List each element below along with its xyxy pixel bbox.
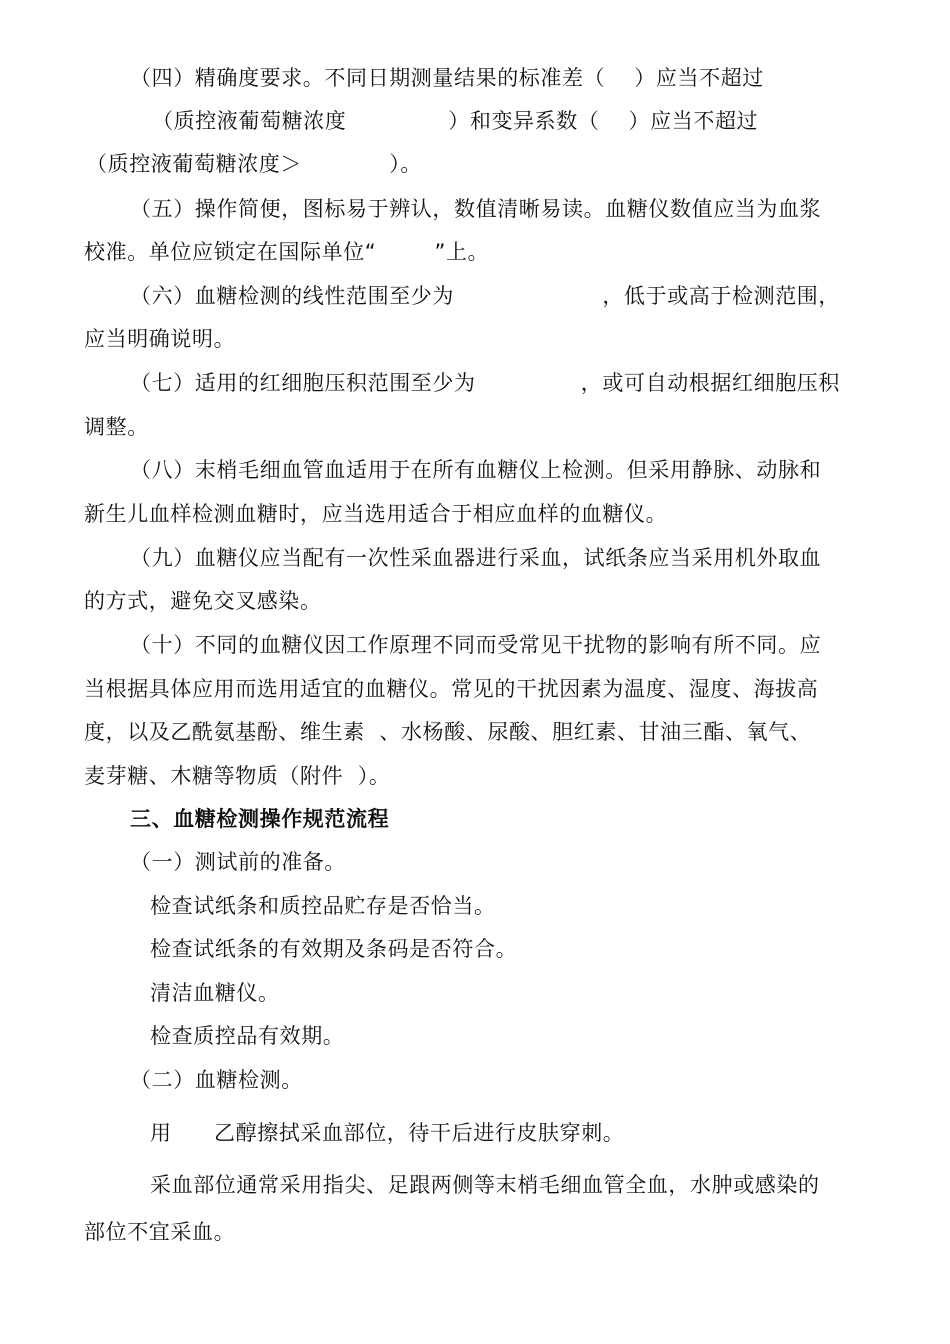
text-line: 清洁血糖仪。 [150,981,280,1005]
text-line: 检查试纸条和质控品贮存是否恰当。 [150,894,496,918]
text-fragment: （七）适用的红细胞压积范围至少为 [130,371,476,395]
text-line: 采血部位通常采用指尖、足跟两侧等末梢毛细血管全血，水肿或感染的 [150,1173,820,1197]
text-line: 用 [150,1121,172,1145]
text-line: （十）不同的血糖仪因工作原理不同而受常见干扰物的影响有所不同。应 [130,633,822,657]
text-line: （五）操作简便，图标易于辨认，数值清晰易读。血糖仪数值应当为血浆 [130,197,822,221]
subsection-heading: （二）血糖检测。 [130,1068,303,1092]
text-line: 的方式，避免交叉感染。 [84,589,322,613]
text-line: （四）精确度要求。不同日期测量结果的标准差（ ）应当不超过 [130,66,764,90]
text-line: 新生儿血样检测血糖时，应当选用适合于相应血样的血糖仪。 [84,502,668,526]
text-line [130,283,840,309]
text-line: （质控液葡萄糖浓度 ）和变异系数（ ）应当不超过 [152,109,759,133]
text-line: （质控液葡萄糖浓度＞ ）。 [86,152,423,176]
text-line: 检查试纸条的有效期及条码是否符合。 [150,937,518,961]
text-line: 乙醇擦拭采血部位，待干后进行皮肤穿刺。 [214,1121,625,1145]
text-fragment: ，低于或高于检测范围， [602,284,840,308]
section-heading: 三、血糖检测操作规范流程 [130,807,390,831]
text-line: 校准。单位应锁定在国际单位“ ”上。 [84,240,490,264]
text-fragment: ，或可自动根据红细胞压积 [580,371,840,395]
text-line [130,370,840,396]
text-line: 部位不宜采血。 [84,1220,236,1244]
subsection-heading: （一）测试前的准备。 [130,850,346,874]
text-fragment: （六）血糖检测的线性范围至少为 [130,284,454,308]
text-line: 麦芽糖、木糖等物质（附件 ）。 [84,764,391,788]
text-line: 度，以及乙酰氨基酚、维生素 、水杨酸、尿酸、胆红素、甘油三酯、氧气、 [84,720,812,744]
text-line: 当根据具体应用而选用适宜的血糖仪。常见的干扰因素为温度、湿度、海拔高 [84,677,819,701]
text-line: 调整。 [84,415,149,439]
text-line: （九）血糖仪应当配有一次性采血器进行采血，试纸条应当采用机外取血 [130,546,822,570]
text-line: 检查质控品有效期。 [150,1024,345,1048]
text-line: 应当明确说明。 [84,327,236,351]
text-line: （八）末梢毛细血管血适用于在所有血糖仪上检测。但采用静脉、动脉和 [130,458,822,482]
